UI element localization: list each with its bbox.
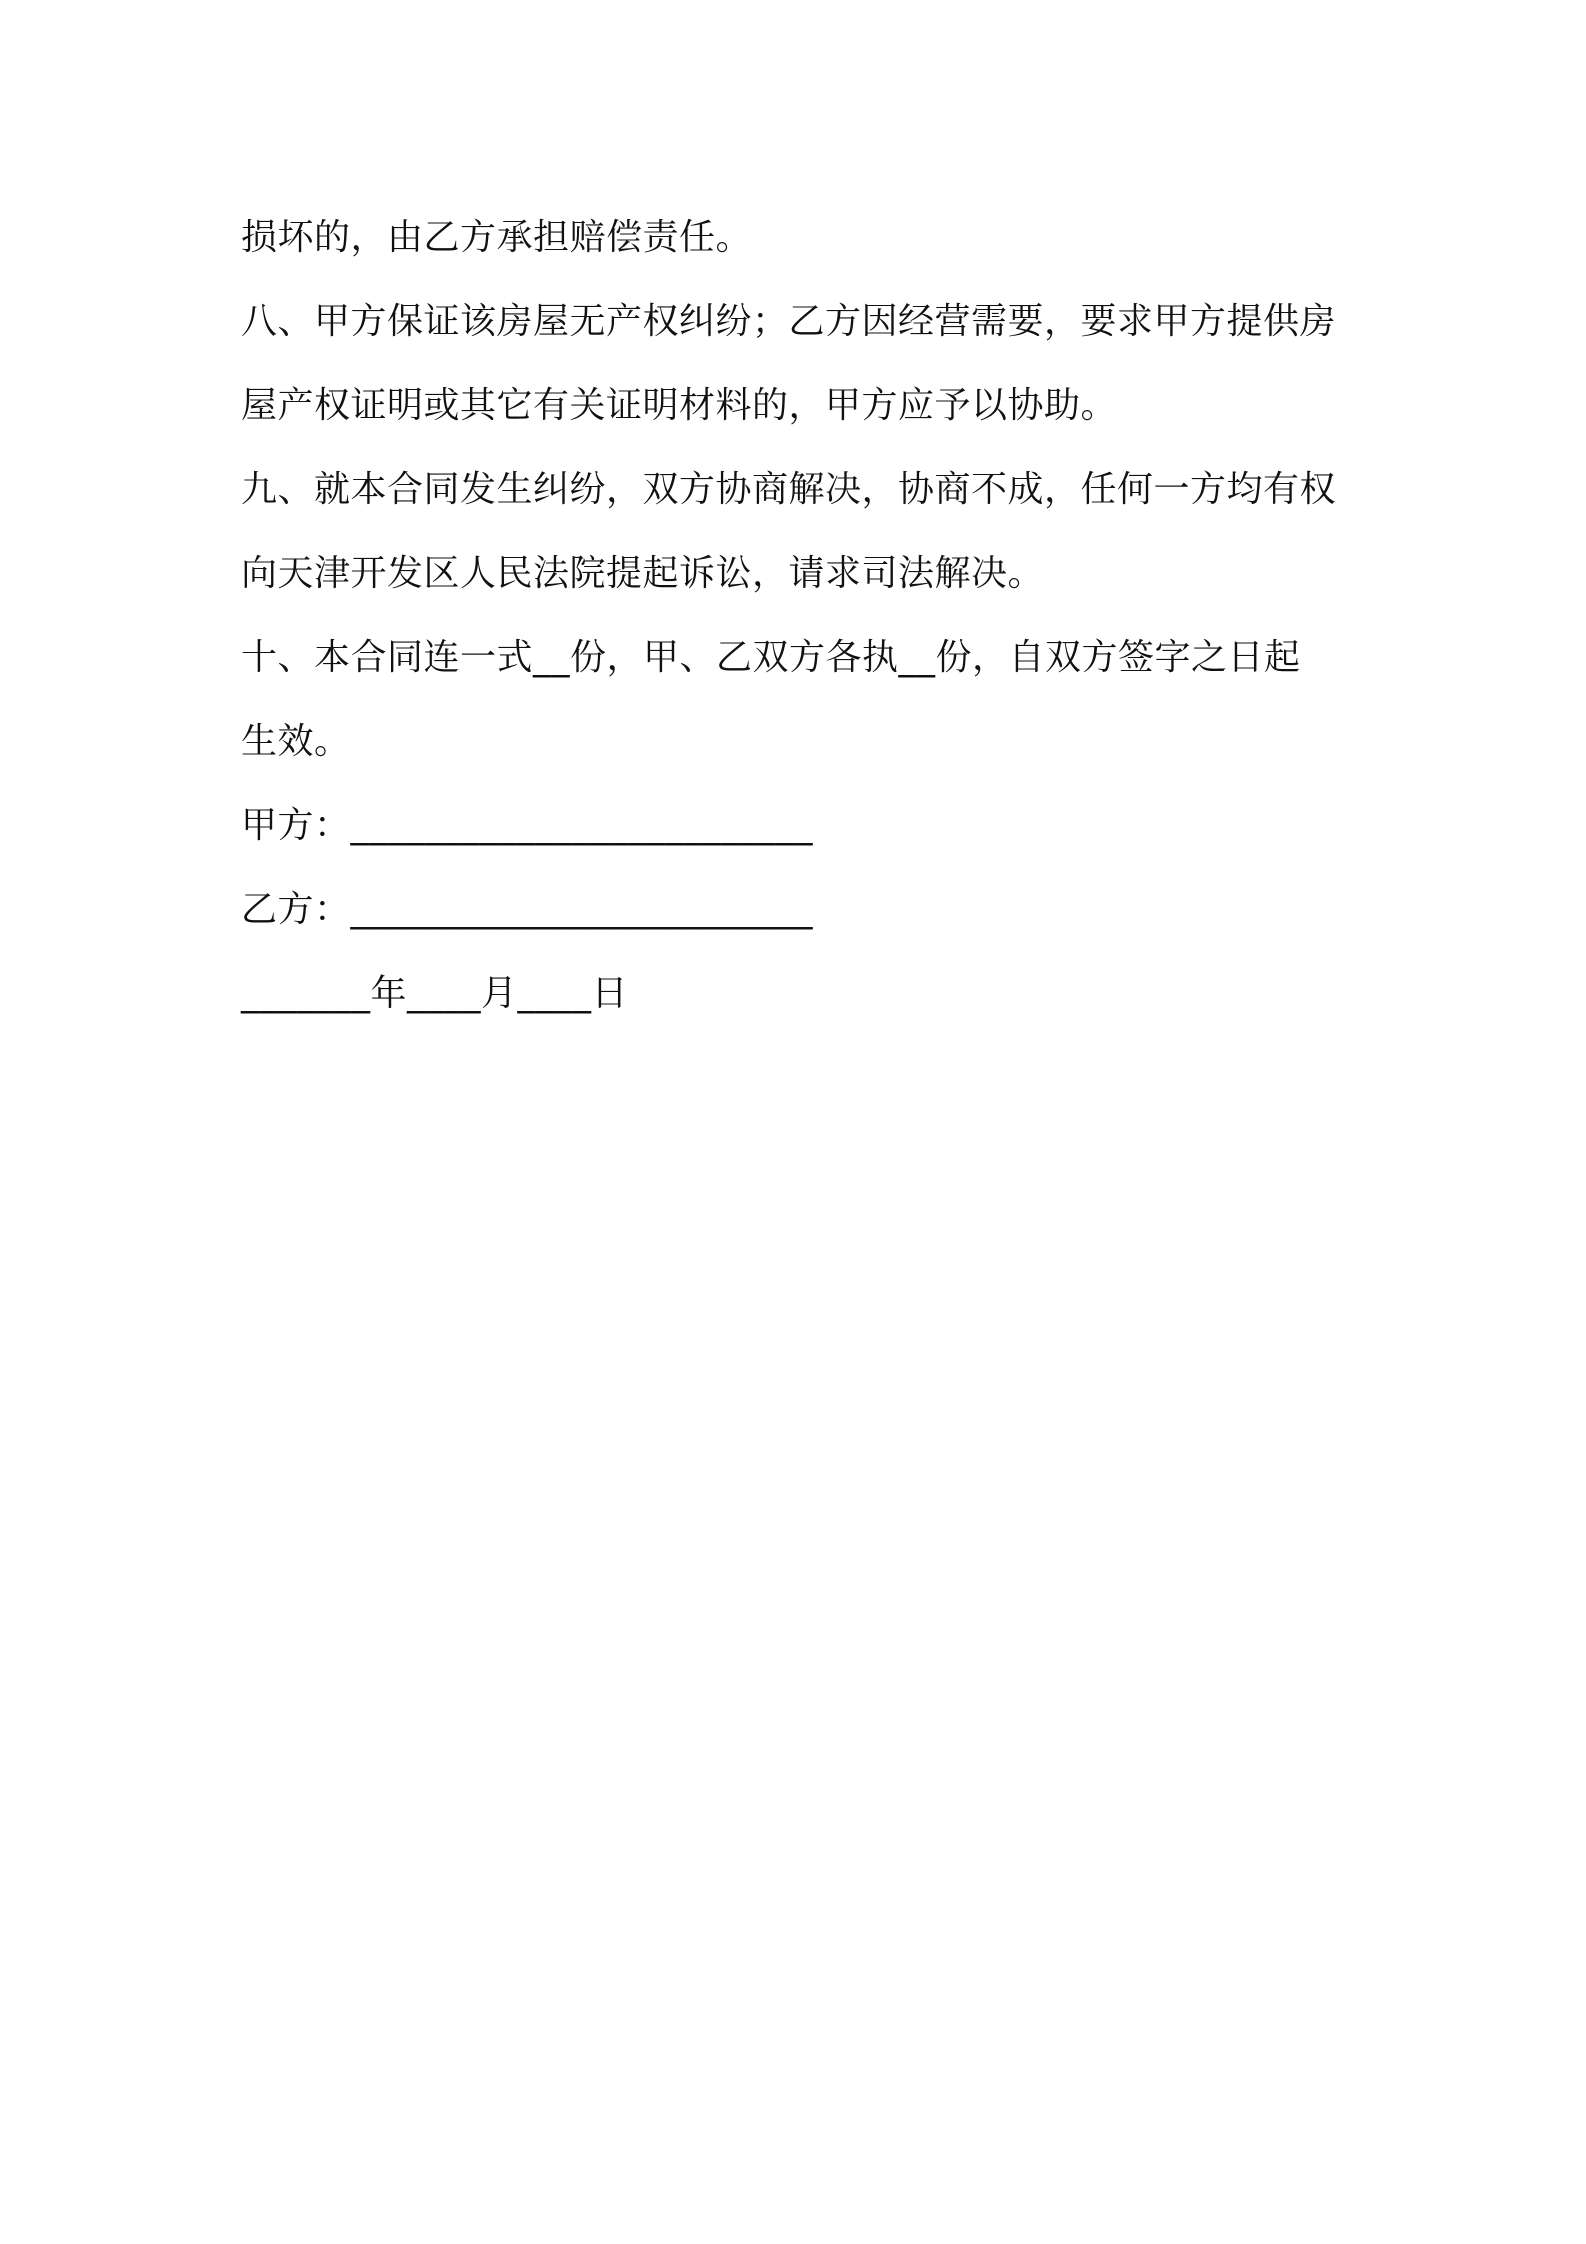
party-a-signature-line: 甲方：_________________________ xyxy=(241,805,814,846)
clause-9-line-1: 九、就本合同发生纠纷，双方协商解决，协商不成，任何一方均有权 xyxy=(241,469,1337,510)
date-line: _______年____月____日 xyxy=(241,973,629,1014)
clause-7-continuation: 损坏的，由乙方承担赔偿责任。 xyxy=(241,217,753,258)
clause-10-line-2: 生效。 xyxy=(241,721,351,762)
clause-9-line-2: 向天津开发区人民法院提起诉讼，请求司法解决。 xyxy=(241,553,1045,594)
clause-8-line-1: 八、甲方保证该房屋无产权纠纷；乙方因经营需要，要求甲方提供房 xyxy=(241,301,1337,342)
clause-10-line-1: 十、本合同连一式__份，甲、乙双方各执__份，自双方签字之日起 xyxy=(241,637,1301,678)
clause-8-line-2: 屋产权证明或其它有关证明材料的，甲方应予以协助。 xyxy=(241,385,1118,426)
party-b-signature-line: 乙方：_________________________ xyxy=(241,889,814,930)
contract-text-body xyxy=(241,196,1361,1036)
